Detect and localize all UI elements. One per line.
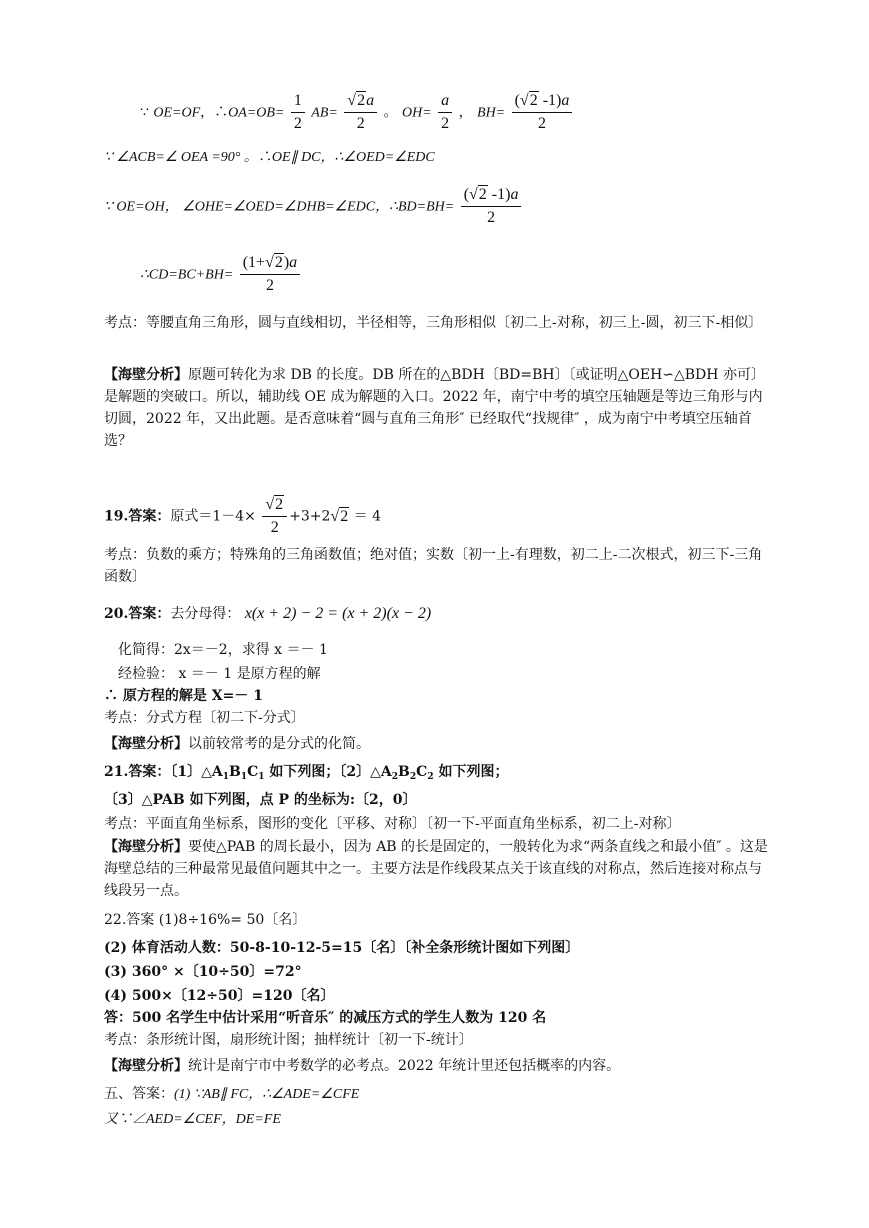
paren-close: ): [283, 254, 290, 271]
analysis-text: 要使△PAB 的周长最小，因为 AB 的长是固定的，一般转化为求“两条直线之和最小值″ 。这是海壁总结的三种最常见最值问题其中之一。主要方法是作线段某点关于该直线的对称点，然后连接对称点与线段另一点。: [104, 839, 768, 899]
kaodian-18: 考点：等腰直角三角形，圆与直线相切，半径相等，三角形相似〔初二上-对称，初三上-圆，初三下-相似〕: [104, 315, 763, 331]
fraction-cd: [240, 252, 300, 297]
answer-21-part-3: 〔3〕△PAB 如下列图，点 P 的坐标为:〔2，0〕: [104, 792, 417, 808]
fraction-denominator: 2: [356, 115, 365, 132]
sqrt-radicand: 2: [275, 496, 284, 513]
analysis-text: 统计是南宁市中考数学的必考点。2022 年统计里还包括概率的内容。: [188, 1058, 621, 1074]
answer-20-step-3: 经检验： x ＝－ 1 是原方程的解: [118, 666, 321, 682]
because-symbol: ∵: [140, 104, 149, 121]
analysis-label: 【海壁分析】: [104, 1058, 188, 1074]
fraction-bd: [461, 184, 522, 229]
answer-21: [104, 762, 508, 787]
fraction-numerator: 1: [291, 90, 305, 113]
analysis-18: [104, 364, 769, 452]
fraction-numerator: a: [438, 90, 452, 113]
text-part: 〔1〕△A: [170, 764, 223, 780]
period: 。: [383, 104, 398, 121]
fraction-denominator: 2: [265, 277, 274, 294]
answer-5: [104, 1084, 359, 1105]
line-2: ∵ ∠ACB=∠ OEA =90° 。∴OE∥ DC，∴∠OED=∠EDC: [104, 150, 435, 165]
sqrt-radicand: 2: [357, 92, 366, 109]
subscript: 1: [222, 772, 229, 782]
fraction-numerator: (1+√2)a: [240, 252, 300, 275]
minus-one: -1): [487, 186, 511, 203]
paren-open: (: [463, 186, 470, 203]
line-1: [140, 90, 574, 135]
variable-a: a: [289, 254, 298, 271]
subscript: 2: [391, 772, 399, 782]
kaodian-21: 考点：平面直角坐标系，图形的变化〔平移、对称〕〔初一下-平面直角坐标系，初二上-对称〕: [104, 816, 681, 832]
answer-label: 五、答案：: [104, 1086, 174, 1102]
step-label: 去分母得：: [170, 606, 241, 622]
sqrt-radicand: 2: [529, 92, 538, 109]
paren-open: (1+: [242, 254, 266, 271]
fraction-half: [291, 90, 305, 135]
subscript: 1: [258, 772, 265, 782]
variable-a: a: [510, 186, 519, 203]
text-part: B: [398, 764, 410, 780]
fraction-bh: [512, 90, 573, 135]
answer-22-part-2: (2) 体育活动人数：50-8-10-12-5=15〔名〕〔补全条形统计图如下列图〕: [104, 940, 580, 956]
expr-oa-ob: OA=OB=: [228, 105, 285, 121]
answer-label: 21.答案：: [104, 764, 171, 780]
answer-22-part-3: (3) 360° ×〔10÷50〕=72°: [104, 964, 302, 980]
fraction-denominator: 2: [293, 115, 302, 132]
analysis-21: [104, 836, 769, 902]
fraction-numerator: (√2 -1)a: [461, 184, 522, 207]
fraction-denominator: 2: [270, 519, 279, 536]
variable-a: a: [366, 92, 375, 109]
sqrt-radicand: 2: [274, 254, 283, 271]
expr-bd-bh: ∵ OE=OH， ∠OHE=∠OED=∠DHB=∠EDC，∴BD=BH=: [104, 199, 455, 215]
fraction-numerator: √2a: [344, 90, 377, 113]
answer-22-conclusion: 答：500 名学生中估计采用“听音乐″ 的减压方式的学生人数为 120 名: [104, 1010, 547, 1026]
answer-20-step-2: 化简得：2x＝－2，求得 x ＝－ 1: [118, 642, 328, 658]
therefore-symbol: ，∴: [200, 104, 229, 121]
paren-open: (: [514, 92, 520, 109]
answer-label: 19.答案：: [104, 508, 171, 525]
subscript: 2: [409, 772, 417, 782]
analysis-22: [104, 1056, 620, 1076]
answer-20: [104, 604, 431, 624]
expr-part: 原式＝1－4×: [170, 508, 256, 525]
expr-part: +3+2: [289, 508, 331, 525]
analysis-label: 【海壁分析】: [104, 367, 188, 383]
fraction-denominator: 2: [537, 115, 546, 132]
variable-a: a: [561, 92, 570, 109]
text-part: C: [416, 764, 428, 780]
subscript: 2: [427, 772, 434, 782]
analysis-text: 原题可转化为求 DB 的长度。DB 所在的△BDH〔BD=BH〕〔或证明△OEH∽△BDH 亦可〕是解题的突破口。所以，辅助线 OE 成为解题的入口。2022 年，南宁中考的填空压轴题是等边三角形与内切圆，2022 年，又出此题。是否意味着“圆与直角三角形″ 已经取代“找规律″ ，成为南宁中考填空压轴首选？: [104, 367, 765, 449]
fraction-denominator: 2: [487, 209, 496, 226]
answer-19: 19.答案：原式＝1－4× $\frac{√2}{2}$ +3+2√2 ＝ 4: [104, 494, 381, 539]
fraction-numerator: √2: [262, 494, 287, 517]
kaodian-20: 考点：分式方程〔初二下-分式〕: [104, 710, 305, 726]
answer-5-line-2: 又∵∠AED=∠CEF，DE=FE: [104, 1112, 281, 1127]
subscript: 1: [240, 772, 248, 782]
expr-oh: OH=: [401, 105, 432, 121]
fraction-a-over-2: [438, 90, 452, 135]
fraction-numerator: (√2 -1)a: [512, 90, 573, 113]
sqrt-radicand: 2: [340, 507, 349, 525]
fraction-sqrt2-over-2: [262, 494, 287, 539]
expr-ab: AB=: [311, 105, 338, 121]
equation: x(x + 2) − 2 = (x + 2)(x − 2): [244, 605, 432, 622]
analysis-20: [104, 734, 370, 754]
answer-22: 22.答案 (1)8÷16%= 50〔名〕: [104, 912, 307, 928]
fraction-sqrt2-a-over-2: [344, 90, 377, 135]
text-part: 如下列图；: [433, 764, 509, 780]
text-part: C: [247, 764, 259, 780]
answer-text: (1) ∵AB∥ FC，∴∠ADE=∠CFE: [174, 1087, 360, 1102]
kaodian-22: 考点：条形统计图，扇形统计图；抽样统计〔初一下-统计〕: [104, 1032, 473, 1048]
sqrt-radicand: 2: [478, 186, 487, 203]
line-4: [140, 252, 302, 297]
kaodian-19: 考点：负数的乘方；特殊角的三角函数值；绝对值；实数〔初一上-有理数，初二上-二次根式，初三下-三角函数〕: [104, 547, 763, 585]
analysis-label: 【海壁分析】: [104, 736, 188, 752]
expr-cd: ∴CD=BC+BH=: [140, 267, 234, 283]
analysis-text: 以前较常考的是分式的化简。: [188, 736, 370, 752]
expr-bh: BH=: [477, 105, 506, 121]
comma: ，: [458, 104, 473, 121]
answer-label: 20.答案：: [104, 606, 171, 622]
minus-one: -1): [538, 92, 562, 109]
answer-20-conclusion: ∴ 原方程的解是 X=－ 1: [104, 688, 263, 704]
expr-result: ＝ 4: [353, 508, 382, 525]
line-3: [104, 184, 523, 229]
text-part: 如下列图；〔2〕△A: [264, 764, 392, 780]
analysis-label: 【海壁分析】: [104, 839, 188, 855]
text-part: B: [229, 764, 241, 780]
expr-oe-of: OE=OF: [153, 105, 201, 121]
answer-22-part-4: (4) 500×〔12÷50〕=120〔名〕: [104, 988, 335, 1004]
fraction-denominator: 2: [441, 115, 450, 132]
